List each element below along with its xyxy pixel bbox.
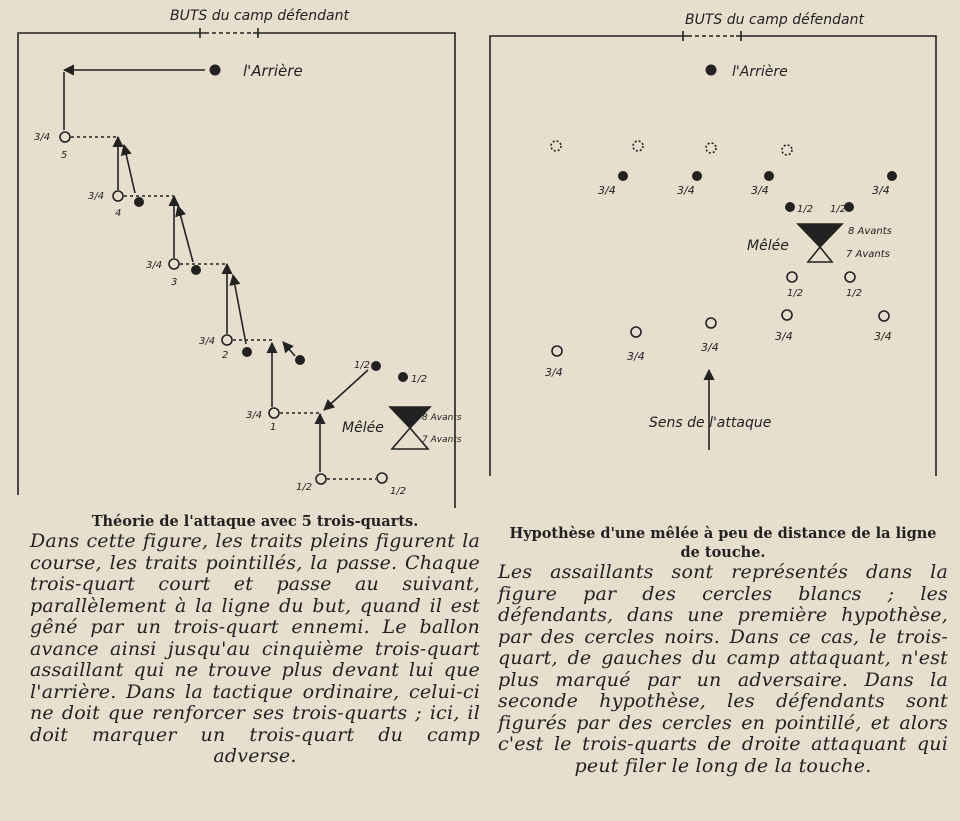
left-attacker-half xyxy=(377,473,387,483)
right-dotted-defender xyxy=(782,145,792,155)
right-fraction: 3/4 xyxy=(701,341,719,354)
right-fraction: 1/2 xyxy=(830,204,847,215)
right-fraction: 1/2 xyxy=(787,288,804,299)
right-fraction: 3/4 xyxy=(751,184,769,197)
right-attacker xyxy=(782,310,792,320)
right-defender xyxy=(764,171,774,181)
left-fraction: 1/2 xyxy=(390,486,407,497)
left-fraction: 3/4 xyxy=(246,410,263,421)
right-dotted-defender xyxy=(706,143,716,153)
left-attacker-5 xyxy=(60,132,70,142)
right-fullback xyxy=(706,65,717,76)
left-fraction: 1/2 xyxy=(411,374,428,385)
left-pos-2: 2 xyxy=(222,350,229,361)
left-attacker-2 xyxy=(222,335,232,345)
right-scrum xyxy=(798,224,842,247)
right-defender-half xyxy=(785,202,795,212)
right-defender xyxy=(887,171,897,181)
right-forwards-8: 8 Avants xyxy=(848,226,892,237)
left-caption-body: Dans cette figure, les traits pleins figurent la course, les traits pointillés, la passe. Chaque trois-quart court et passe au suivant, parallèlement à la ligne du but, quand il est gêné par un trois-quart ennemi. Le ballon avance ainsi jusqu'au cinquième trois-quart assaillant qui ne trouve plus devant lui que l'arrière. Dans la tactique ordinaire, celui-ci ne doit que renforcer ses trois-quarts ; ici, il doit marquer un trois-quart du camp adverse. xyxy=(30,530,480,767)
right-defender xyxy=(692,171,702,181)
right-fraction: 1/2 xyxy=(846,288,863,299)
left-fraction: 1/2 xyxy=(296,482,313,493)
left-forwards-7: 7 Avants xyxy=(422,435,462,445)
right-attacker xyxy=(631,327,641,337)
left-fullback-label: l'Arrière xyxy=(243,62,303,80)
left-attacker-half xyxy=(316,474,326,484)
left-pos-5: 5 xyxy=(61,150,68,161)
left-pos-4: 4 xyxy=(115,208,122,219)
left-forwards-8: 8 Avants xyxy=(422,413,462,423)
right-attacker xyxy=(552,346,562,356)
right-goal-label: BUTS du camp défendant xyxy=(685,12,864,28)
left-fraction: 3/4 xyxy=(199,336,216,347)
right-fullback-label: l'Arrière xyxy=(732,64,788,80)
right-fraction: 3/4 xyxy=(677,184,695,197)
right-caption-title: Hypothèse d'une mêlée à peu de distance de la ligne de touche. xyxy=(509,525,937,561)
right-fraction: 3/4 xyxy=(872,184,890,197)
right-attack-label: Sens de l'attaque xyxy=(649,415,772,431)
left-fraction: 3/4 xyxy=(34,132,51,143)
right-diagram-text xyxy=(545,12,892,431)
right-forwards-7: 7 Avants xyxy=(846,249,890,260)
right-attacker xyxy=(706,318,716,328)
left-defender-half xyxy=(398,372,408,382)
left-defender xyxy=(134,197,144,207)
right-caption-body: Les assaillants sont représentés dans la figure par des cercles blancs ; les défendants, dans une première hypothèse, par des cercles noirs. Dans ce cas, le trois-quart, de gauches du camp attaquant, n'est plus marqué par un adversaire. Dans la seconde hypothèse, les défendants sont figurés par des cercles en pointillé, et alors c'est le trois-quarts de droite attaquant qui peut filer le long de la touche. xyxy=(498,561,948,777)
left-attacker-3 xyxy=(169,259,179,269)
left-diagram-text xyxy=(34,8,462,497)
left-pos-3: 3 xyxy=(171,277,178,288)
left-caption-title: Théorie de l'attaque avec 5 trois-quarts. xyxy=(91,513,419,530)
left-attacker-1 xyxy=(269,408,279,418)
left-fraction: 1/2 xyxy=(354,360,371,371)
left-diagram xyxy=(18,28,455,508)
right-dotted-defender xyxy=(551,141,561,151)
right-caption xyxy=(498,524,948,777)
left-goal-label: BUTS du camp défendant xyxy=(170,8,349,24)
left-defender xyxy=(191,265,201,275)
right-fraction: 3/4 xyxy=(775,330,793,343)
right-scrum-label: Mêlée xyxy=(747,238,789,254)
left-fraction: 3/4 xyxy=(88,191,105,202)
left-defender xyxy=(295,355,305,365)
left-fullback xyxy=(210,65,221,76)
right-attacker-half xyxy=(845,272,855,282)
left-defender-half xyxy=(371,361,381,371)
right-attacker xyxy=(879,311,889,321)
right-fraction: 3/4 xyxy=(598,184,616,197)
right-dotted-defender xyxy=(633,141,643,151)
right-fraction: 3/4 xyxy=(627,350,645,363)
right-attacker-half xyxy=(787,272,797,282)
left-fraction: 3/4 xyxy=(146,260,163,271)
right-fraction: 1/2 xyxy=(797,204,814,215)
right-defender xyxy=(618,171,628,181)
left-defender xyxy=(242,347,252,357)
left-scrum-label: Mêlée xyxy=(342,420,384,436)
right-fraction: 3/4 xyxy=(874,330,892,343)
left-field-border xyxy=(18,33,455,508)
left-caption xyxy=(30,512,480,768)
right-fraction: 3/4 xyxy=(545,366,563,379)
left-pos-1: 1 xyxy=(270,422,277,433)
left-attacker-4 xyxy=(113,191,123,201)
